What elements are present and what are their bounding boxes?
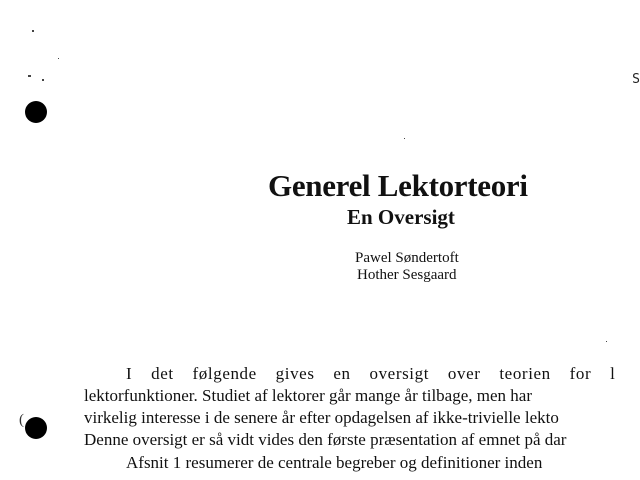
scan-speck [606,341,607,342]
body-text-line: Denne oversigt er så vidt vides den første præsentation af emnet på dar [84,430,567,449]
document-subtitle: En Oversigt [347,205,455,229]
document-title: Generel Lektorteori [268,168,528,203]
scan-speck [28,75,31,77]
scan-speck [404,138,405,139]
punch-hole-top [25,101,47,123]
scan-speck [58,58,59,59]
corner-mark: S [632,72,640,87]
body-text-line: Afsnit 1 resumerer de centrale begreber og definitioner inden [126,453,543,472]
body-text-line: lektorfunktioner. Studiet af lektorer går mange år tilbage, men har [84,386,532,405]
author-name: Hother Sesgaard [357,267,457,283]
author-name: Pawel Søndertoft [355,250,459,266]
body-text-line: virkelig interesse i de senere år efter opdagelsen af ikke-trivielle lekto [84,408,559,427]
scan-speck [32,30,34,32]
edge-mark: ( [19,412,24,428]
punch-hole-bottom [25,417,47,439]
body-text-line: I det følgende gives en oversigt over teorien for l [126,364,616,383]
scan-speck [42,79,44,81]
